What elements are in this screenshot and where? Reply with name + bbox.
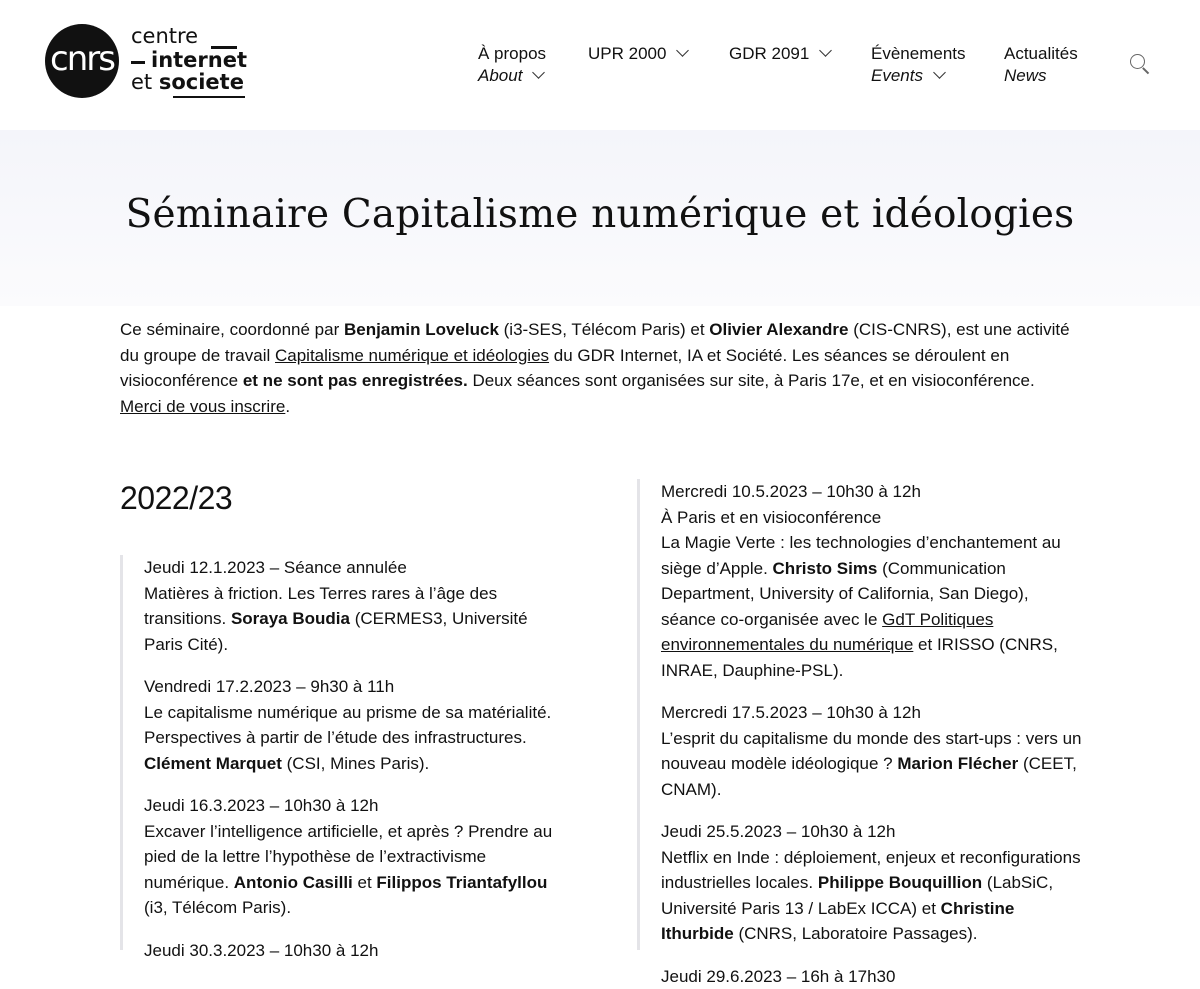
event-text: L’esprit du capitalisme du monde des start-ups : vers un nouveau modèle idéologique ? (661, 729, 1082, 774)
event-text: Le capitalisme numérique au prisme de sa matérialité. Perspectives à partir de l’étude des infrastructures. (144, 703, 551, 748)
coordinator-name: Benjamin Loveluck (344, 320, 499, 339)
event-date: Jeudi 30.3.2023 – 10h30 à 12h (144, 938, 560, 964)
intro-text: (i3-SES, Télécom Paris) et (499, 320, 709, 339)
event-text: et IRISSO (CNRS, INRAE, Dauphine-PSL). (661, 635, 1058, 680)
nav-label[interactable] (729, 43, 830, 65)
working-group-link[interactable]: GdT Politiques environnementales du numérique (661, 610, 993, 655)
nav-label[interactable]: Actualités (1004, 43, 1078, 65)
nav-label-text[interactable]: UPR 2000 (588, 44, 666, 63)
logo-line-centre: centre (131, 25, 198, 47)
event-text: (CNRS, Laboratoire Passages). (734, 924, 978, 943)
event-description (144, 581, 560, 658)
event-date: Jeudi 29.6.2023 – 16h à 17h30 (661, 964, 1087, 989)
nav-item-upr-2000[interactable] (588, 43, 687, 65)
events-column-left (120, 555, 560, 950)
event-date: Mercredi 17.5.2023 – 10h30 à 12h (661, 700, 1087, 726)
event-item (661, 964, 1087, 989)
event-text: Excaver l’intelligence artificielle, et après ? Prendre au pied de la lettre l’hypothèse de l’extractivisme numérique. (144, 822, 552, 892)
event-item (661, 700, 1087, 802)
page-hero (0, 130, 1200, 306)
logo-et: et (131, 70, 152, 94)
register-link[interactable]: Merci de vous inscrire (120, 397, 285, 416)
events-column-right (637, 479, 1087, 950)
event-text: Matières à friction. Les Terres rares à l’âge des transitions. (144, 584, 497, 629)
chevron-down-icon[interactable] (677, 44, 690, 57)
nav-label[interactable]: Évènements (871, 43, 966, 65)
event-item (144, 674, 560, 776)
nav-item-gdr-2091[interactable] (729, 43, 830, 65)
nav-item-actualites[interactable] (1004, 43, 1078, 87)
nav-item-evenements[interactable] (871, 43, 966, 87)
intro-text: Deux séances sont organisées sur site, à Paris 17e, et en visioconférence. (468, 371, 1035, 390)
speaker-name: Philippe Bouquillion (818, 873, 982, 892)
event-text: La Magie Verte : les technologies d’enchantement au siège d’Apple. (661, 533, 1061, 578)
event-item (661, 479, 1087, 683)
chevron-down-icon[interactable] (819, 44, 832, 57)
nav-item-a-propos[interactable] (478, 43, 546, 87)
event-date: Jeudi 12.1.2023 – Séance annulée (144, 555, 560, 581)
event-item (661, 819, 1087, 947)
event-place: À Paris et en visioconférence (661, 505, 1087, 531)
intro-paragraph (120, 317, 1080, 419)
nav-sublabel-text[interactable]: About (478, 66, 522, 85)
nav-sublabel-text[interactable]: Events (871, 66, 923, 85)
page-title: Séminaire Capitalisme numérique et idéologies (0, 192, 1200, 237)
speaker-name: Filippos Triantafyllou (376, 873, 547, 892)
event-text: Netflix en Inde : déploiement, enjeux et reconfigurations industrielles locales. (661, 848, 1081, 893)
speaker-name: Soraya Boudia (231, 609, 350, 628)
main-nav (0, 43, 1200, 93)
speaker-name: Marion Flécher (897, 754, 1018, 773)
intro-text: du GDR Internet, IA et Société. Les séances se déroulent en visioconférence (120, 346, 1009, 391)
speaker-name: Christo Sims (773, 559, 878, 578)
intro-text: Ce séminaire, coordonné par (120, 320, 344, 339)
chevron-down-icon[interactable] (533, 66, 546, 79)
event-date: Jeudi 16.3.2023 – 10h30 à 12h (144, 793, 560, 819)
working-group-link[interactable]: Capitalisme numérique et idéologies (275, 346, 549, 365)
event-text: (i3, Télécom Paris). (144, 898, 291, 917)
chevron-down-icon[interactable] (933, 66, 946, 79)
event-date: Jeudi 25.5.2023 – 10h30 à 12h (661, 819, 1087, 845)
event-date: Vendredi 17.2.2023 – 9h30 à 11h (144, 674, 560, 700)
event-item (144, 555, 560, 657)
event-item (144, 938, 560, 964)
nav-sublabel[interactable] (478, 65, 546, 87)
event-text: (CSI, Mines Paris). (282, 754, 429, 773)
event-text: (CEET, CNAM). (661, 754, 1077, 799)
event-description (661, 530, 1087, 683)
logo-underline (173, 96, 245, 98)
search-icon-handle (1142, 67, 1149, 74)
intro-emphasis: et ne sont pas enregistrées. (243, 371, 468, 390)
event-text: et (353, 873, 377, 892)
event-description (144, 819, 560, 921)
event-text: (CERMES3, Université Paris Cité). (144, 609, 528, 654)
intro-text: . (285, 397, 290, 416)
coordinator-name: Olivier Alexandre (709, 320, 848, 339)
intro-text: (CIS-CNRS), est une activité du groupe de travail (120, 320, 1070, 365)
cnrs-logo-mark: cnrs (45, 24, 119, 98)
speaker-name: Antonio Casilli (234, 873, 353, 892)
nav-label[interactable] (588, 43, 687, 65)
event-description (661, 845, 1087, 947)
event-text: (LabSiC, Université Paris 13 / LabEx ICCA) et (661, 873, 1053, 918)
event-item (144, 793, 560, 921)
logo-societe: societe (159, 70, 244, 94)
site-header (0, 0, 1200, 130)
nav-sublabel[interactable] (871, 65, 966, 87)
speaker-name: Christine Ithurbide (661, 899, 1014, 944)
year-heading: 2022/23 (120, 480, 232, 517)
event-text: (Communication Department, University of California, San Diego), séance co-organisée avec le (661, 559, 1029, 629)
event-description (661, 726, 1087, 803)
event-date: Mercredi 10.5.2023 – 10h30 à 12h (661, 479, 1087, 505)
search-icon[interactable] (1130, 54, 1150, 76)
nav-sublabel[interactable]: News (1004, 65, 1078, 87)
event-description (144, 700, 560, 777)
nav-label[interactable]: À propos (478, 43, 546, 65)
speaker-name: Clément Marquet (144, 754, 282, 773)
logo-line-internet: internet (151, 49, 247, 71)
nav-label-text[interactable]: GDR 2091 (729, 44, 809, 63)
